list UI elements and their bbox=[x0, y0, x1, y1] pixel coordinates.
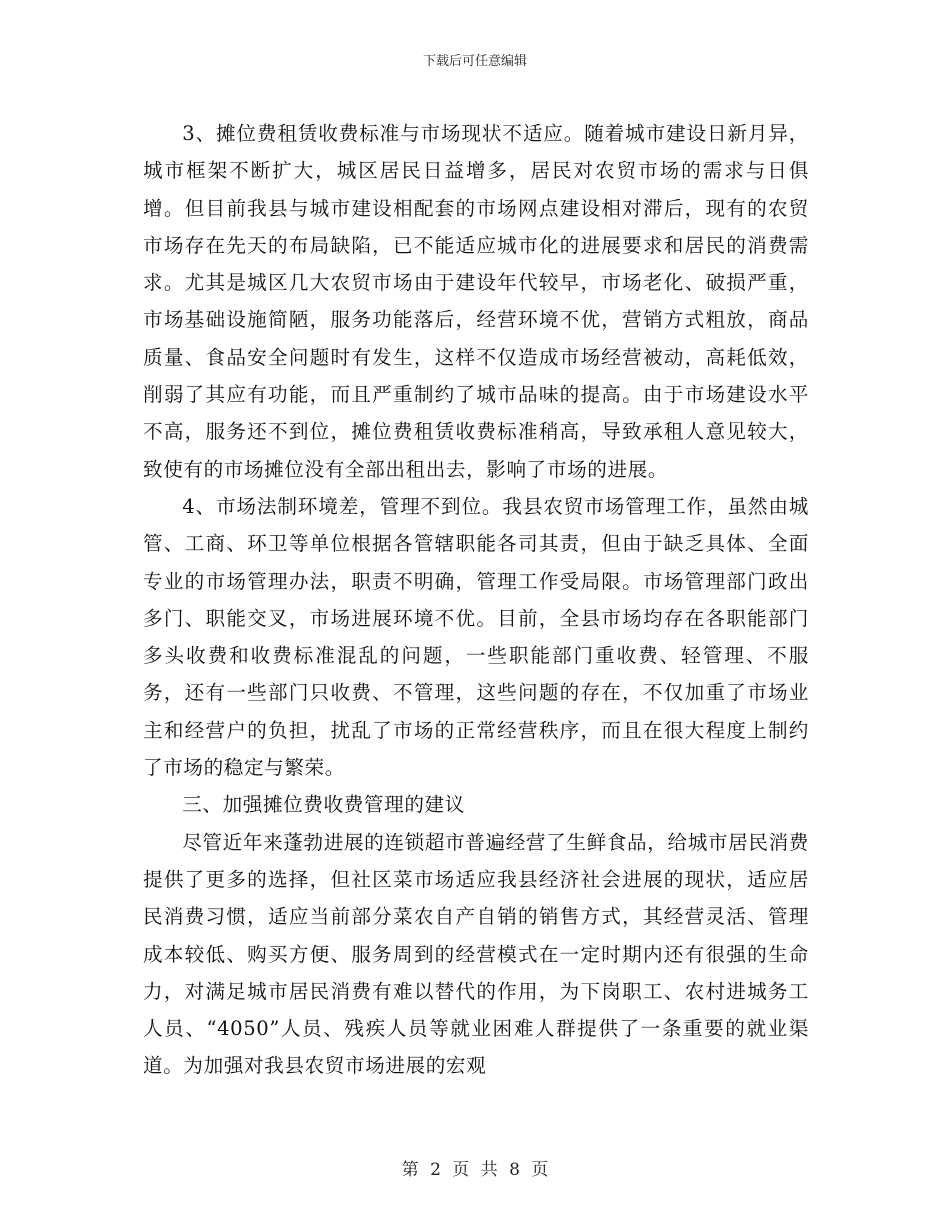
document-body bbox=[143, 115, 809, 1085]
page-header: 下载后可任意编辑 bbox=[422, 54, 527, 69]
section-heading: 三、加强摊位费收费管理的建议 bbox=[182, 793, 465, 817]
page-number-footer: 第 2 页 共 8 页 bbox=[401, 1160, 549, 1180]
paragraph-suggestions: 尽管近年来蓬勃进展的连锁超市普遍经营了生鲜食品，给城市居民消费提供了更多的选择，但社区菜市场适应我县经济社会进展的现状，适应居民消费习惯，适应当前部分菜农自产自销的销售方式，其经营灵活、管理成本较低、购买方便、服务周到的经营模式在一定时期内还有很强的生命力，对满足城市居民消费有难以替代的作用，为下岗职工、农村进城务工人员、“4050”人员、残疾人员等就业困难人群提供了一条重要的就业渠道。为加强对我县农贸市场进展的宏观 bbox=[143, 830, 809, 1078]
paragraph-stall-fee-standard: 3、摊位费租赁收费标准与市场现状不适应。随着城市建设日新月异，城市框架不断扩大，城区居民日益增多，居民对农贸市场的需求与日俱增。但目前我县与城市建设相配套的市场网点建设相对滞后，现有的农贸市场存在先天的布局缺陷，已不能适应城市化的进展要求和居民的消费需求。尤其是城区几大农贸市场由于建设年代较早，市场老化、破损严重，市场基础设施简陋，服务功能落后，经营环境不优，营销方式粗放，商品质量、食品安全问题时有发生，这样不仅造成市场经营被动，高耗低效，削弱了其应有功能，而且严重制约了城市品味的提高。由于市场建设水平不高，服务还不到位，摊位费租赁收费标准稍高，导致承租人意见较大，致使有的市场摊位没有全部出租出去，影响了市场的进展。 bbox=[143, 122, 809, 481]
paragraph-market-legal-environment: 4、市场法制环境差，管理不到位。我县农贸市场管理工作，虽然由城管、工商、环卫等单位根据各管辖职能各司其责，但由于缺乏具体、全面专业的市场管理办法，职责不明确，管理工作受局限。市场管理部门政出多门、职能交叉，市场进展环境不优。目前，全县市场均存在各职能部门多头收费和收费标准混乱的问题，一些职能部门重收费、轻管理、不服务，还有一些部门只收费、不管理，这些问题的存在，不仅加重了市场业主和经营户的负担，扰乱了市场的正常经营秩序，而且在很大程度上制约了市场的稳定与繁荣。 bbox=[143, 494, 809, 780]
